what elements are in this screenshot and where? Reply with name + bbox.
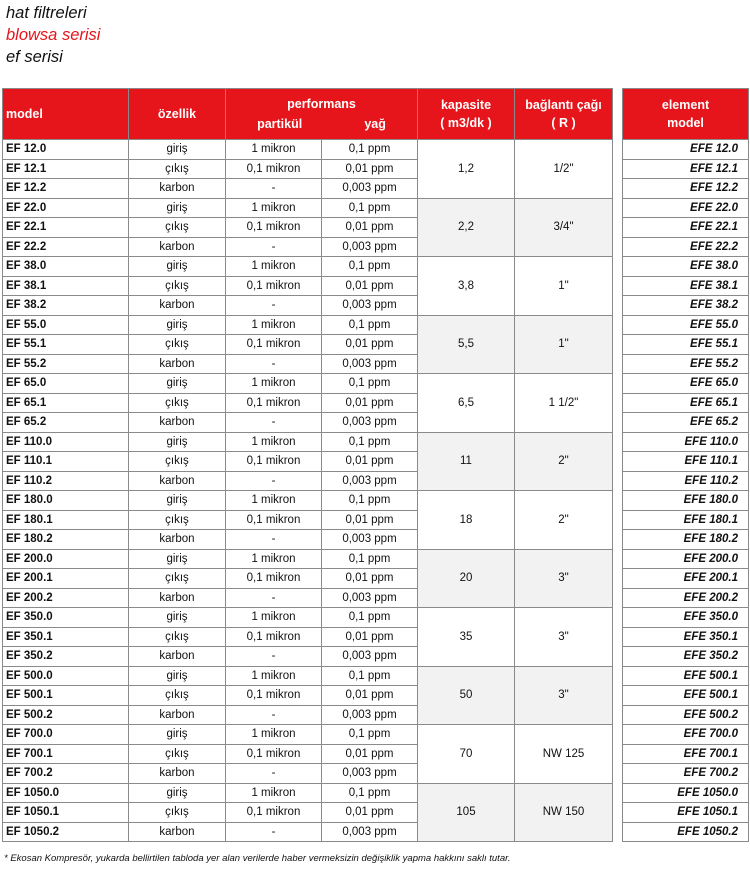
element-row <box>623 627 749 647</box>
element-row <box>623 705 749 725</box>
element-model-cell: EFE 38.2 <box>623 296 749 316</box>
baglanti-cell: 3" <box>515 549 613 608</box>
yag-cell: 0,01 ppm <box>322 686 418 706</box>
element-model-cell: EFE 38.1 <box>623 276 749 296</box>
header-kapasite-label: kapasite <box>440 98 492 112</box>
yag-cell: 0,003 ppm <box>322 179 418 199</box>
kapasite-cell: 70 <box>418 725 515 784</box>
table-row <box>3 666 613 686</box>
element-row <box>623 140 749 160</box>
yag-cell: 0,1 ppm <box>322 608 418 628</box>
ozellik-cell: çıkış <box>129 569 226 589</box>
yag-cell: 0,003 ppm <box>322 647 418 667</box>
model-cell: EF 500.0 <box>3 666 129 686</box>
element-row <box>623 725 749 745</box>
partikul-cell: 1 mikron <box>226 549 322 569</box>
model-cell: EF 200.2 <box>3 588 129 608</box>
yag-cell: 0,01 ppm <box>322 744 418 764</box>
partikul-cell: - <box>226 822 322 842</box>
partikul-cell: - <box>226 413 322 433</box>
element-row <box>623 803 749 823</box>
table-row <box>3 315 613 335</box>
element-model-cell: EFE 110.2 <box>623 471 749 491</box>
ozellik-cell: karbon <box>129 413 226 433</box>
element-model-cell: EFE 65.1 <box>623 393 749 413</box>
yag-cell: 0,01 ppm <box>322 803 418 823</box>
model-cell: EF 12.1 <box>3 159 129 179</box>
element-model-cell: EFE 1050.0 <box>623 783 749 803</box>
element-model-cell: EFE 12.2 <box>623 179 749 199</box>
element-row <box>623 822 749 842</box>
yag-cell: 0,1 ppm <box>322 549 418 569</box>
model-cell: EF 1050.2 <box>3 822 129 842</box>
kapasite-cell: 105 <box>418 783 515 842</box>
ozellik-cell: giriş <box>129 549 226 569</box>
disclaimer-footer: * Ekosan Kompresör, yukarda bellirtilen tabloda yer alan verilerde haber vermeksizin değişiklik yapma hakkını saklı tutar. <box>4 853 511 864</box>
partikul-cell: - <box>226 471 322 491</box>
baglanti-cell: 3/4" <box>515 198 613 257</box>
yag-cell: 0,01 ppm <box>322 335 418 355</box>
yag-cell: 0,01 ppm <box>322 569 418 589</box>
partikul-cell: - <box>226 588 322 608</box>
ozellik-cell: giriş <box>129 315 226 335</box>
partikul-cell: 1 mikron <box>226 257 322 277</box>
partikul-cell: 1 mikron <box>226 783 322 803</box>
element-model-cell: EFE 22.0 <box>623 198 749 218</box>
kapasite-cell: 5,5 <box>418 315 515 374</box>
element-row <box>623 354 749 374</box>
element-row <box>623 608 749 628</box>
model-cell: EF 500.2 <box>3 705 129 725</box>
model-cell: EF 65.1 <box>3 393 129 413</box>
yag-cell: 0,003 ppm <box>322 822 418 842</box>
table-row <box>3 374 613 394</box>
element-row <box>623 393 749 413</box>
element-row <box>623 374 749 394</box>
page-titles <box>6 2 100 68</box>
kapasite-cell: 2,2 <box>418 198 515 257</box>
element-row <box>623 179 749 199</box>
element-model-cell: EFE 55.0 <box>623 315 749 335</box>
yag-cell: 0,01 ppm <box>322 510 418 530</box>
element-model-cell: EFE 700.0 <box>623 725 749 745</box>
element-row <box>623 471 749 491</box>
baglanti-cell: 3" <box>515 608 613 667</box>
table-row <box>3 725 613 745</box>
partikul-cell: 1 mikron <box>226 374 322 394</box>
header-ozellik: özellik <box>129 89 226 140</box>
model-cell: EF 55.2 <box>3 354 129 374</box>
model-cell: EF 22.0 <box>3 198 129 218</box>
kapasite-cell: 1,2 <box>418 140 515 199</box>
partikul-cell: 1 mikron <box>226 666 322 686</box>
yag-cell: 0,003 ppm <box>322 237 418 257</box>
ozellik-cell: giriş <box>129 432 226 452</box>
model-cell: EF 180.2 <box>3 530 129 550</box>
yag-cell: 0,003 ppm <box>322 296 418 316</box>
yag-cell: 0,003 ppm <box>322 764 418 784</box>
ozellik-cell: karbon <box>129 705 226 725</box>
model-cell: EF 200.1 <box>3 569 129 589</box>
header-baglanti-unit: ( R ) <box>551 116 576 130</box>
title-line-2: blowsa serisi <box>6 26 101 44</box>
model-cell: EF 12.2 <box>3 179 129 199</box>
model-cell: EF 55.1 <box>3 335 129 355</box>
baglanti-cell: 1" <box>515 315 613 374</box>
header-yag: yağ <box>364 117 386 131</box>
table-header-row <box>3 89 613 140</box>
model-cell: EF 500.1 <box>3 686 129 706</box>
kapasite-cell: 50 <box>418 666 515 725</box>
ozellik-cell: karbon <box>129 588 226 608</box>
model-cell: EF 110.0 <box>3 432 129 452</box>
model-cell: EF 350.0 <box>3 608 129 628</box>
element-row <box>623 764 749 784</box>
yag-cell: 0,01 ppm <box>322 452 418 472</box>
ozellik-cell: giriş <box>129 257 226 277</box>
ozellik-cell: çıkış <box>129 218 226 238</box>
table-row <box>3 608 613 628</box>
header-baglanti <box>515 89 613 140</box>
baglanti-cell: NW 150 <box>515 783 613 842</box>
baglanti-cell: 1/2" <box>515 140 613 199</box>
element-row <box>623 530 749 550</box>
partikul-cell: 0,1 mikron <box>226 276 322 296</box>
yag-cell: 0,01 ppm <box>322 218 418 238</box>
element-model-cell: EFE 200.1 <box>623 569 749 589</box>
baglanti-cell: 1 1/2" <box>515 374 613 433</box>
header-partikul: partikül <box>257 117 303 131</box>
yag-cell: 0,1 ppm <box>322 257 418 277</box>
element-row <box>623 315 749 335</box>
yag-cell: 0,1 ppm <box>322 315 418 335</box>
element-model-cell: EFE 38.0 <box>623 257 749 277</box>
element-row <box>623 588 749 608</box>
element-model-cell: EFE 200.0 <box>623 549 749 569</box>
ozellik-cell: çıkış <box>129 159 226 179</box>
element-row <box>623 510 749 530</box>
ozellik-cell: karbon <box>129 354 226 374</box>
yag-cell: 0,01 ppm <box>322 159 418 179</box>
ozellik-cell: giriş <box>129 374 226 394</box>
kapasite-cell: 18 <box>418 491 515 550</box>
yag-cell: 0,1 ppm <box>322 491 418 511</box>
ozellik-cell: karbon <box>129 647 226 667</box>
ozellik-cell: karbon <box>129 764 226 784</box>
model-cell: EF 22.2 <box>3 237 129 257</box>
header-model: model <box>3 89 129 140</box>
ozellik-cell: karbon <box>129 822 226 842</box>
element-model-cell: EFE 180.1 <box>623 510 749 530</box>
table-row <box>3 491 613 511</box>
model-cell: EF 38.1 <box>3 276 129 296</box>
header-performans <box>226 89 418 140</box>
ozellik-cell: çıkış <box>129 452 226 472</box>
partikul-cell: 0,1 mikron <box>226 627 322 647</box>
element-row <box>623 783 749 803</box>
element-row <box>623 744 749 764</box>
table-row <box>3 432 613 452</box>
table-row <box>3 257 613 277</box>
partikul-cell: 0,1 mikron <box>226 393 322 413</box>
ozellik-cell: giriş <box>129 491 226 511</box>
model-cell: EF 12.0 <box>3 140 129 160</box>
table-row <box>3 549 613 569</box>
ozellik-cell: çıkış <box>129 744 226 764</box>
element-model-cell: EFE 110.1 <box>623 452 749 472</box>
element-model-cell: EFE 65.0 <box>623 374 749 394</box>
partikul-cell: 1 mikron <box>226 491 322 511</box>
element-model-cell: EFE 180.2 <box>623 530 749 550</box>
model-cell: EF 700.2 <box>3 764 129 784</box>
model-cell: EF 55.0 <box>3 315 129 335</box>
filter-spec-table <box>2 88 613 842</box>
model-cell: EF 700.1 <box>3 744 129 764</box>
table-row <box>3 140 613 160</box>
header-element-line1: element <box>661 98 710 112</box>
element-row <box>623 686 749 706</box>
element-row <box>623 491 749 511</box>
title-line-3: ef serisi <box>6 48 63 66</box>
ozellik-cell: çıkış <box>129 276 226 296</box>
yag-cell: 0,1 ppm <box>322 374 418 394</box>
title-line-1: hat filtreleri <box>6 4 87 22</box>
element-model-cell: EFE 22.2 <box>623 237 749 257</box>
ozellik-cell: giriş <box>129 783 226 803</box>
table-row <box>3 198 613 218</box>
baglanti-cell: NW 125 <box>515 725 613 784</box>
element-model-cell: EFE 55.2 <box>623 354 749 374</box>
ozellik-cell: karbon <box>129 179 226 199</box>
element-row <box>623 432 749 452</box>
baglanti-cell: 2" <box>515 432 613 491</box>
yag-cell: 0,1 ppm <box>322 783 418 803</box>
yag-cell: 0,01 ppm <box>322 627 418 647</box>
element-model-cell: EFE 200.2 <box>623 588 749 608</box>
yag-cell: 0,01 ppm <box>322 276 418 296</box>
yag-cell: 0,003 ppm <box>322 530 418 550</box>
element-model-cell: EFE 1050.2 <box>623 822 749 842</box>
partikul-cell: - <box>226 237 322 257</box>
ozellik-cell: giriş <box>129 725 226 745</box>
yag-cell: 0,003 ppm <box>322 471 418 491</box>
partikul-cell: 0,1 mikron <box>226 744 322 764</box>
ozellik-cell: giriş <box>129 198 226 218</box>
element-model-cell: EFE 180.0 <box>623 491 749 511</box>
model-cell: EF 38.0 <box>3 257 129 277</box>
element-model-cell: EFE 1050.1 <box>623 803 749 823</box>
model-cell: EF 22.1 <box>3 218 129 238</box>
element-row <box>623 666 749 686</box>
partikul-cell: - <box>226 647 322 667</box>
ozellik-cell: çıkış <box>129 627 226 647</box>
ozellik-cell: çıkış <box>129 803 226 823</box>
model-cell: EF 700.0 <box>3 725 129 745</box>
yag-cell: 0,003 ppm <box>322 588 418 608</box>
yag-cell: 0,003 ppm <box>322 413 418 433</box>
element-model-cell: EFE 350.0 <box>623 608 749 628</box>
model-cell: EF 110.1 <box>3 452 129 472</box>
header-kapasite <box>418 89 515 140</box>
model-cell: EF 110.2 <box>3 471 129 491</box>
ozellik-cell: çıkış <box>129 686 226 706</box>
kapasite-cell: 35 <box>418 608 515 667</box>
partikul-cell: 0,1 mikron <box>226 569 322 589</box>
element-row <box>623 569 749 589</box>
ozellik-cell: çıkış <box>129 393 226 413</box>
partikul-cell: - <box>226 705 322 725</box>
partikul-cell: - <box>226 179 322 199</box>
partikul-cell: 0,1 mikron <box>226 686 322 706</box>
element-model-cell: EFE 500.1 <box>623 686 749 706</box>
element-model-cell: EFE 12.0 <box>623 140 749 160</box>
partikul-cell: 1 mikron <box>226 140 322 160</box>
header-performans-label: performans <box>287 97 356 111</box>
element-model-cell: EFE 700.2 <box>623 764 749 784</box>
model-cell: EF 350.1 <box>3 627 129 647</box>
element-row <box>623 276 749 296</box>
partikul-cell: 0,1 mikron <box>226 159 322 179</box>
yag-cell: 0,1 ppm <box>322 432 418 452</box>
yag-cell: 0,01 ppm <box>322 393 418 413</box>
ozellik-cell: giriş <box>129 140 226 160</box>
kapasite-cell: 20 <box>418 549 515 608</box>
model-cell: EF 350.2 <box>3 647 129 667</box>
model-cell: EF 1050.0 <box>3 783 129 803</box>
partikul-cell: - <box>226 764 322 784</box>
element-row <box>623 452 749 472</box>
element-row <box>623 198 749 218</box>
header-element <box>623 89 749 140</box>
partikul-cell: 0,1 mikron <box>226 510 322 530</box>
partikul-cell: 0,1 mikron <box>226 218 322 238</box>
element-model-table <box>622 88 749 842</box>
element-model-cell: EFE 350.2 <box>623 647 749 667</box>
ozellik-cell: giriş <box>129 666 226 686</box>
model-cell: EF 200.0 <box>3 549 129 569</box>
element-row <box>623 413 749 433</box>
ozellik-cell: çıkış <box>129 510 226 530</box>
ozellik-cell: karbon <box>129 237 226 257</box>
yag-cell: 0,003 ppm <box>322 705 418 725</box>
partikul-cell: 1 mikron <box>226 608 322 628</box>
yag-cell: 0,1 ppm <box>322 666 418 686</box>
baglanti-cell: 1" <box>515 257 613 316</box>
partikul-cell: 1 mikron <box>226 432 322 452</box>
partikul-cell: 0,1 mikron <box>226 803 322 823</box>
element-model-cell: EFE 500.2 <box>623 705 749 725</box>
model-cell: EF 65.2 <box>3 413 129 433</box>
partikul-cell: - <box>226 354 322 374</box>
header-baglanti-label: bağlantı çağı <box>525 98 602 112</box>
element-row <box>623 159 749 179</box>
yag-cell: 0,1 ppm <box>322 725 418 745</box>
model-cell: EF 38.2 <box>3 296 129 316</box>
model-cell: EF 1050.1 <box>3 803 129 823</box>
header-element-line2: model <box>667 116 704 130</box>
ozellik-cell: karbon <box>129 296 226 316</box>
partikul-cell: 0,1 mikron <box>226 452 322 472</box>
element-model-cell: EFE 12.1 <box>623 159 749 179</box>
ozellik-cell: karbon <box>129 530 226 550</box>
element-row <box>623 296 749 316</box>
kapasite-cell: 3,8 <box>418 257 515 316</box>
element-model-cell: EFE 65.2 <box>623 413 749 433</box>
ozellik-cell: giriş <box>129 608 226 628</box>
partikul-cell: 1 mikron <box>226 315 322 335</box>
yag-cell: 0,1 ppm <box>322 198 418 218</box>
element-row <box>623 218 749 238</box>
yag-cell: 0,003 ppm <box>322 354 418 374</box>
header-kapasite-unit: ( m3/dk ) <box>440 116 492 130</box>
element-row <box>623 647 749 667</box>
baglanti-cell: 2" <box>515 491 613 550</box>
element-model-cell: EFE 500.1 <box>623 666 749 686</box>
partikul-cell: - <box>226 530 322 550</box>
element-model-cell: EFE 55.1 <box>623 335 749 355</box>
element-model-cell: EFE 350.1 <box>623 627 749 647</box>
element-row <box>623 335 749 355</box>
element-model-cell: EFE 22.1 <box>623 218 749 238</box>
baglanti-cell: 3" <box>515 666 613 725</box>
kapasite-cell: 11 <box>418 432 515 491</box>
kapasite-cell: 6,5 <box>418 374 515 433</box>
table-row <box>3 783 613 803</box>
partikul-cell: 1 mikron <box>226 198 322 218</box>
element-row <box>623 549 749 569</box>
ozellik-cell: karbon <box>129 471 226 491</box>
model-cell: EF 180.0 <box>3 491 129 511</box>
model-cell: EF 65.0 <box>3 374 129 394</box>
element-model-cell: EFE 700.1 <box>623 744 749 764</box>
element-row <box>623 257 749 277</box>
partikul-cell: - <box>226 296 322 316</box>
model-cell: EF 180.1 <box>3 510 129 530</box>
partikul-cell: 1 mikron <box>226 725 322 745</box>
yag-cell: 0,1 ppm <box>322 140 418 160</box>
element-header-row <box>623 89 749 140</box>
element-row <box>623 237 749 257</box>
partikul-cell: 0,1 mikron <box>226 335 322 355</box>
ozellik-cell: çıkış <box>129 335 226 355</box>
element-model-cell: EFE 110.0 <box>623 432 749 452</box>
